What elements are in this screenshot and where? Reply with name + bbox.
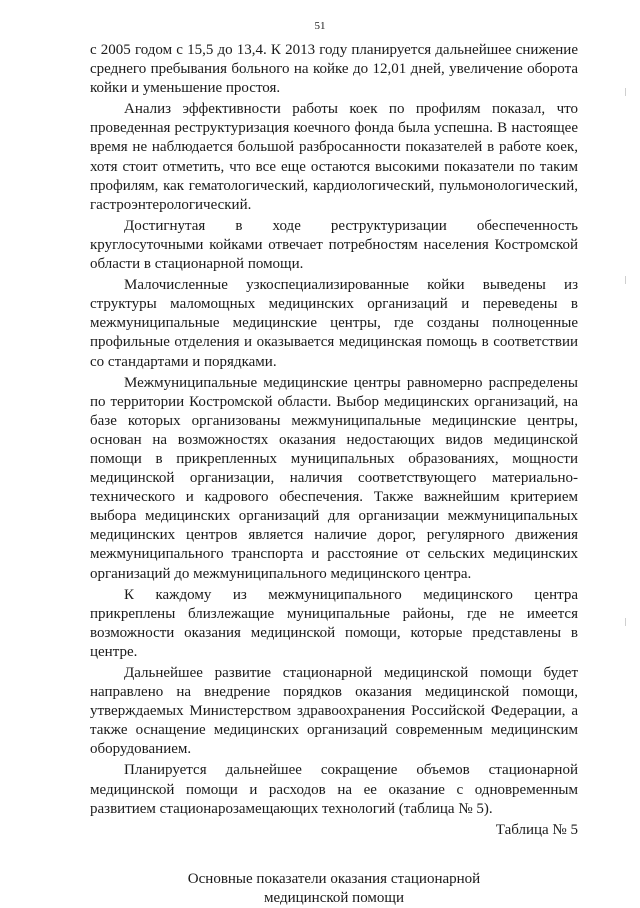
paragraph-bed-provision: Достигнутая в ходе реструктуризации обеспеченность круглосуточными койками отвечает потребностям населения Костромской области в стационарной помощи. [90, 217, 578, 273]
paragraph-specialized-beds: Малочисленные узкоспециализированные койки выведены из структуры маломощных медицинских организаций и переведены в межмуниципальные медицинские центры, где созданы полноценные профильные отделения и оказывается медицинская помощь в соответствии со стандартами и порядками. [90, 277, 578, 370]
scan-edge-mark [625, 618, 626, 626]
paragraph-planned-reduction: Планируется дальнейшее сокращение объемов стационарной медицинской помощи и расходов на ее оказание с одновременным развитием стационарозамещающих технологий (таблица № 5). [90, 762, 578, 817]
paragraph-intermunicipal-centers: Межмуниципальные медицинские центры равномерно распределены по территории Костромской области. Выбор медицинских организаций, на базе которых организованы межмуниципальные медицинские центры, основан на возможностях оказания недостающих видов медицинской помощи в прикрепленных муниципальных образованиях, мощности медицинской организации, наличия соответствующего материально-технического и кадрового обеспечения. Также важнейшим критерием выбора медицинских организаций для организации межмуниципальных медицинских центров является наличие дорог, регулярного движения межмуниципального транспорта и расстояние от сельских медицинских организаций до межмуниципального медицинского центра. [90, 374, 578, 582]
paragraph-continuation: с 2005 годом с 15,5 до 13,4. К 2013 году планируется дальнейшее снижение среднего пребывания больного на койке до 12,01 дней, увеличение оборота койки и уменьшение простоя. [90, 42, 578, 97]
table-title-line-2: медицинской помощи [264, 889, 404, 906]
table-title-line-1: Основные показатели оказания стационарной [187, 870, 481, 887]
table-title [90, 870, 578, 908]
page-number: 51 [314, 20, 326, 32]
table-label: Таблица № 5 [495, 821, 578, 838]
scan-edge-mark [625, 88, 626, 96]
document-body [90, 41, 578, 908]
paragraph-further-development: Дальнейшее развитие стационарной медицинской помощи будет направлено на внедрение порядков оказания медицинской помощи, утверждаемых Министерством здравоохранения Российской Федерации, а также оснащение медицинских организаций современным медицинским оборудованием. [90, 665, 578, 758]
scan-edge-mark [625, 276, 626, 284]
paragraph-attached-districts: К каждому из межмуниципального медицинского центра прикреплены близлежащие муниципальные районы, где не имеется возможности оказания медицинской помощи, которые представлены в центре. [90, 586, 578, 660]
paragraph-bed-efficiency: Анализ эффективности работы коек по профилям показал, что проведенная реструктуризация коечного фонда была успешна. В настоящее время не наблюдается большой разбросанности показателей в работе коек, хотя стоит отметить, что все еще остаются высокими показатели по таким профилям, как гематологический, кардиологический, пульмонологический, гастроэнтерологический. [90, 101, 578, 213]
